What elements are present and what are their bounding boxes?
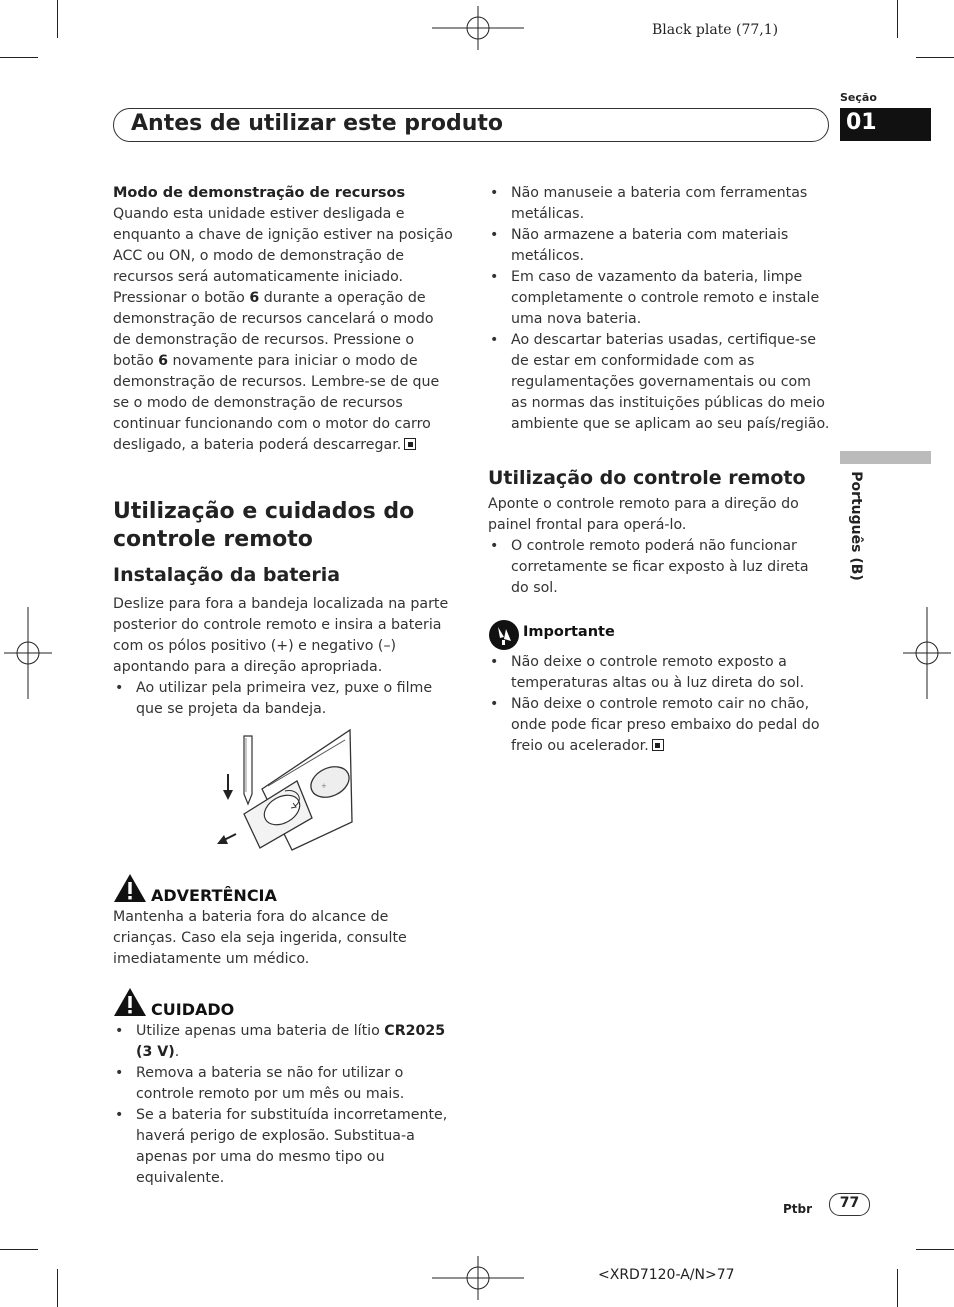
demo-paragraph bbox=[113, 204, 455, 456]
battery-bullets bbox=[113, 678, 455, 720]
battery-model: CR2025 (3 V) bbox=[136, 1023, 446, 1060]
crop-mark bbox=[916, 57, 954, 58]
list-item: • Se a bateria for substituída incorretamente, haverá perigo de explosão. Substitua-a apenas por uma do mesmo tipo ou equivalente. bbox=[113, 1105, 457, 1189]
important-icon bbox=[488, 619, 520, 651]
registration-mark-icon bbox=[432, 1256, 524, 1300]
footer-code: <XRD7120-A/N>77 bbox=[598, 1267, 735, 1283]
section-label: Seção bbox=[840, 91, 877, 104]
left-column bbox=[113, 183, 455, 456]
crop-mark bbox=[916, 1249, 954, 1250]
crop-mark bbox=[897, 1269, 898, 1307]
list-item bbox=[488, 694, 830, 757]
crop-mark bbox=[57, 1269, 58, 1307]
battery-tray-illustration bbox=[212, 726, 358, 852]
end-mark-icon bbox=[652, 739, 664, 751]
demo-text: Quando esta unidade estiver desligada e enquanto a chave de ignição estiver na posição ACC ou ON, o modo de demonstração de recursos será automaticamente iniciado. Pressionar o botão bbox=[113, 206, 453, 306]
registration-mark-icon bbox=[4, 607, 52, 699]
header-title: Antes de utilizar este produto bbox=[131, 111, 504, 136]
list-item: • Não armazene a bateria com materiais metálicos. bbox=[488, 225, 830, 267]
plate-label: Black plate (77,1) bbox=[652, 22, 779, 38]
button-six-label: 6 bbox=[158, 353, 169, 369]
warning-title: ADVERTÊNCIA bbox=[151, 886, 277, 905]
warning-text: Mantenha a bateria fora do alcance de crianças. Caso ela seja ingerida, consulte imediatamente um médico. bbox=[113, 909, 407, 967]
list-item: • O controle remoto poderá não funcionar corretamente se ficar exposto à luz direta do sol. bbox=[488, 536, 830, 599]
remote-bullets bbox=[488, 536, 830, 599]
remote-text: Aponte o controle remoto para a direção do painel frontal para operá-lo. bbox=[488, 496, 799, 533]
list-item: • Não manuseie a bateria com ferramentas metálicas. bbox=[488, 183, 830, 225]
main-heading: Utilização e cuidados do controle remoto bbox=[113, 499, 415, 552]
page-number: 77 bbox=[839, 1195, 860, 1211]
list-item: • Não deixe o controle remoto exposto a temperaturas altas ou à luz direta do sol. bbox=[488, 652, 830, 694]
battery-section bbox=[113, 562, 455, 720]
language-tab bbox=[840, 451, 931, 464]
remote-section bbox=[488, 465, 830, 599]
page-lang-code: Ptbr bbox=[783, 1202, 813, 1216]
warning-triangle-icon bbox=[113, 873, 147, 903]
crop-mark bbox=[0, 57, 38, 58]
remote-heading: Utilização do controle remoto bbox=[488, 467, 806, 489]
battery-handling-bullets bbox=[488, 183, 830, 435]
list-item: • Remova a bateria se não for utilizar o controle remoto por um mês ou mais. bbox=[113, 1063, 457, 1105]
battery-text: Deslize para fora a bandeja localizada na parte posterior do controle remoto e insira a bateria com os pólos positivo (+) e negativo (–) apontando para a direção apropriada. bbox=[113, 596, 449, 675]
demo-title: Modo de demonstração de recursos bbox=[113, 185, 406, 201]
svg-text:+: + bbox=[321, 782, 327, 790]
list-item: • Ao descartar baterias usadas, certifique-se de estar em conformidade com as regulamentações governamentais ou com as normas das instituições públicas do meio ambiente que se aplicam ao seu país/região. bbox=[488, 330, 830, 435]
button-six-label: 6 bbox=[249, 290, 260, 306]
caution-text: Utilize apenas uma bateria de lítio bbox=[136, 1023, 385, 1039]
list-item bbox=[113, 1021, 457, 1063]
important-text: Não deixe o controle remoto cair no chão, onde pode ficar preso embaixo do pedal do freio ou acelerador. bbox=[511, 696, 820, 754]
registration-mark-icon bbox=[432, 6, 524, 50]
caution-text: . bbox=[174, 1044, 180, 1060]
important-bullets bbox=[488, 652, 830, 757]
caution-title: CUIDADO bbox=[151, 1000, 235, 1019]
registration-mark-icon bbox=[903, 607, 951, 699]
caution-triangle-icon bbox=[113, 987, 147, 1017]
important-title: Importante bbox=[523, 624, 615, 640]
crop-mark bbox=[897, 0, 898, 38]
battery-heading: Instalação da bateria bbox=[113, 564, 341, 586]
list-item: • Em caso de vazamento da bateria, limpe completamente o controle remoto e instale uma nova bateria. bbox=[488, 267, 830, 330]
crop-mark bbox=[0, 1249, 38, 1250]
caution-bullets bbox=[113, 1021, 457, 1189]
crop-mark bbox=[57, 0, 58, 38]
side-language-label: Português (B) bbox=[848, 471, 864, 581]
demo-text: durante a operação de demonstração de recursos cancelará o modo de demonstração de recursos. Pressione o botão bbox=[113, 290, 434, 369]
end-mark-icon bbox=[404, 438, 416, 450]
section-number: 01 bbox=[846, 110, 877, 135]
demo-text: novamente para iniciar o modo de demonstração de recursos. Lembre-se de que se o modo de demonstração de recursos continuar funcionando com o motor do carro desligado, a bateria poderá descarregar. bbox=[113, 353, 440, 453]
list-item: • Ao utilizar pela primeira vez, puxe o filme que se projeta da bandeja. bbox=[113, 678, 455, 720]
